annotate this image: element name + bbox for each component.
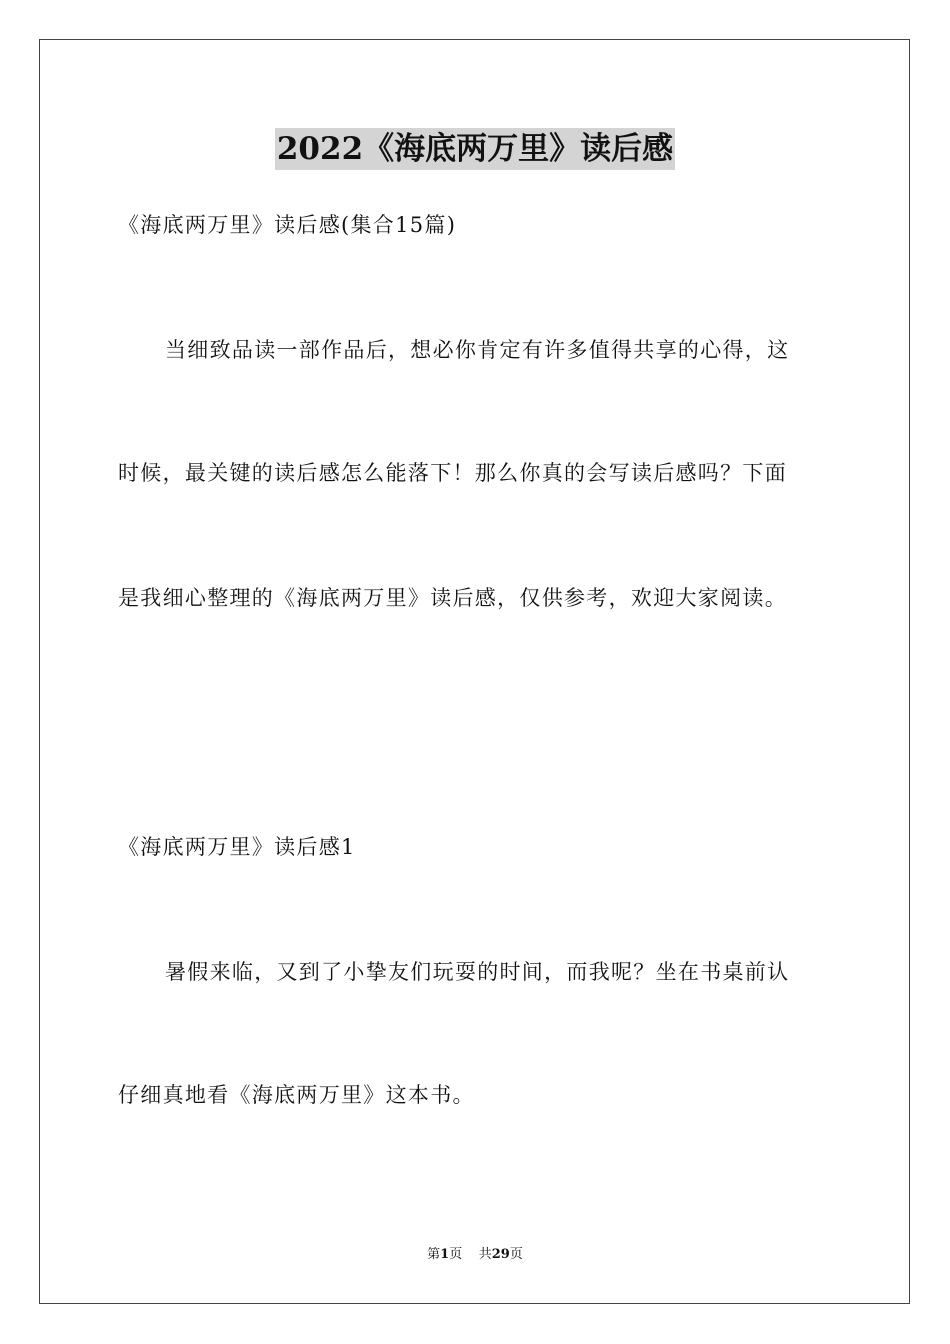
intro-line-1: 当细致品读一部作品后，想必你肯定有许多值得共享的心得，这	[165, 338, 790, 362]
footer-prefix: 第	[427, 1247, 441, 1262]
intro-line-2: 时候，最关键的读后感怎么能落下！那么你真的会写读后感吗？下面	[118, 461, 787, 485]
title-wrap	[0, 128, 950, 170]
section1-line-1: 暑假来临，又到了小挚友们玩耍的时间，而我呢？坐在书桌前认	[165, 960, 790, 984]
footer-current-page: 1	[440, 1247, 450, 1262]
footer-total-pages: 29	[491, 1247, 510, 1262]
document-subtitle: 《海底两万里》读后感(集合15篇)	[118, 213, 457, 237]
footer-total-prefix: 共	[478, 1247, 492, 1262]
document-title: 2022《海底两万里》读后感	[275, 128, 675, 170]
footer-page-word: 页	[449, 1247, 463, 1262]
page-footer	[0, 1246, 950, 1264]
section1-line-2: 仔细真地看《海底两万里》这本书。	[118, 1083, 475, 1107]
footer-total-suffix: 页	[509, 1247, 523, 1262]
section1-heading: 《海底两万里》读后感1	[118, 835, 356, 859]
intro-line-3: 是我细心整理的《海底两万里》读后感，仅供参考，欢迎大家阅读。	[118, 586, 787, 610]
